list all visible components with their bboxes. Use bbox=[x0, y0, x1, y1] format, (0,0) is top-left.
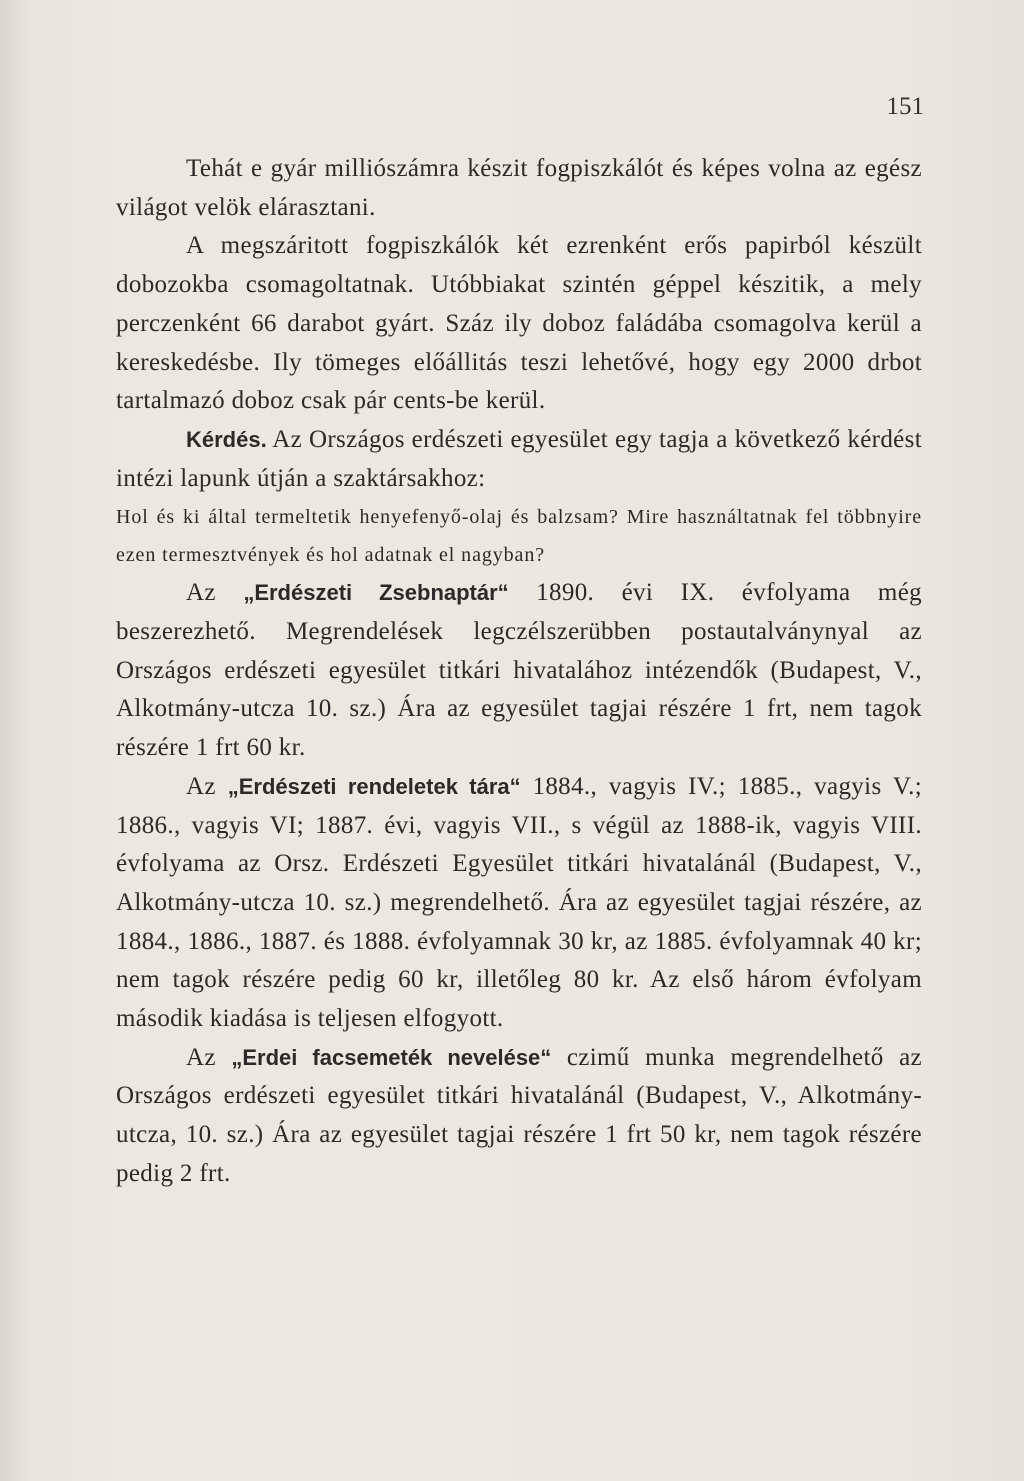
facsemetek-title: „Erdei facsemeték nevelése“ bbox=[231, 1044, 552, 1070]
paragraph-rendeletek bbox=[116, 768, 922, 1039]
page-number: 151 bbox=[886, 93, 924, 120]
rendeletek-pre: Az bbox=[186, 772, 228, 800]
paragraph-facsemetek bbox=[116, 1039, 922, 1194]
paragraph-packaging: A megszáritott fogpiszkálók két ezrenként erős papirból készült dobozokba csomagoltatnak. Utóbbiakat szintén géppel készitik, a mely perczenként 66 darabot gyárt. Száz ily doboz faládába csomagolva kerül a kereskedésbe. Ily tömeges előállitás teszi lehetővé, hogy egy 2000 drbot tartalmazó doboz csak pár cents-be kerül. bbox=[116, 232, 922, 415]
zsebnaptar-pre: Az bbox=[186, 579, 244, 607]
rendeletek-text: 1884., vagyis IV.; 1885., vagyis V.; 1886., vagyis VI; 1887. évi, vagyis VII., s végül az 1888-ik, vagyis VIII. évfolyama az Orsz. Erdészeti Egyesület titkári hivatalánál (Budapest, V., Alkotmány-utcza 10. sz.) megrendelhető. Ára az egyesület tagjai részére, az 1884., 1886., 1887. és 1888. évfolyamnak 30 kr, az 1885. évfolyamnak 40 kr; nem tagok részére pedig 60 kr, illetőleg 80 kr. Az első három évfolyam második kiadása is teljesen elfogyott. bbox=[116, 772, 922, 1033]
zsebnaptar-text: 1890. évi IX. évfolyama még beszerezhető. Megrendelések legczélszerübben postautalványnyal az Országos erdészeti egyesület titkári hivatalához intézendők (Budapest, V., Alkotmány-utcza 10. sz.) Ára az egyesület tagjai részére 1 frt, nem tagok részére 1 frt 60 kr. bbox=[116, 579, 922, 762]
facsemetek-pre: Az bbox=[186, 1043, 232, 1071]
paragraph-toothpick-production: Tehát e gyár milliószámra készit fogpiszkálót és képes volna az egész világot velök elárasztani. bbox=[116, 155, 922, 221]
paragraph-zsebnaptar bbox=[116, 574, 922, 768]
zsebnaptar-title: „Erdészeti Zsebnaptár“ bbox=[243, 580, 509, 606]
question-lead: Kérdés. bbox=[186, 426, 267, 452]
paragraph-question bbox=[116, 421, 922, 498]
facsemetek-text: czimű munka megrendelhető az Országos erdészeti egyesület titkári hivatalánál (Budapest, V., Alkotmány-utcza, 10. sz.) Ára az egyesület tagjai részére 1 frt 50 kr, nem tagok részére pedig 2 frt. bbox=[116, 1043, 922, 1187]
article-body bbox=[116, 150, 922, 1194]
paragraph-question-detail: Hol és ki által termeltetik henyefenyő-olaj és balzsam? Mire használtatnak fel többnyire ezen termesztvények és hol adatnak el nagyban? bbox=[116, 506, 922, 567]
rendeletek-title: „Erdészeti rendeletek tára“ bbox=[227, 773, 521, 799]
question-text: Az Országos erdészeti egyesület egy tagja a következő kérdést intézi lapunk útján a szaktársakhoz: bbox=[116, 425, 922, 492]
